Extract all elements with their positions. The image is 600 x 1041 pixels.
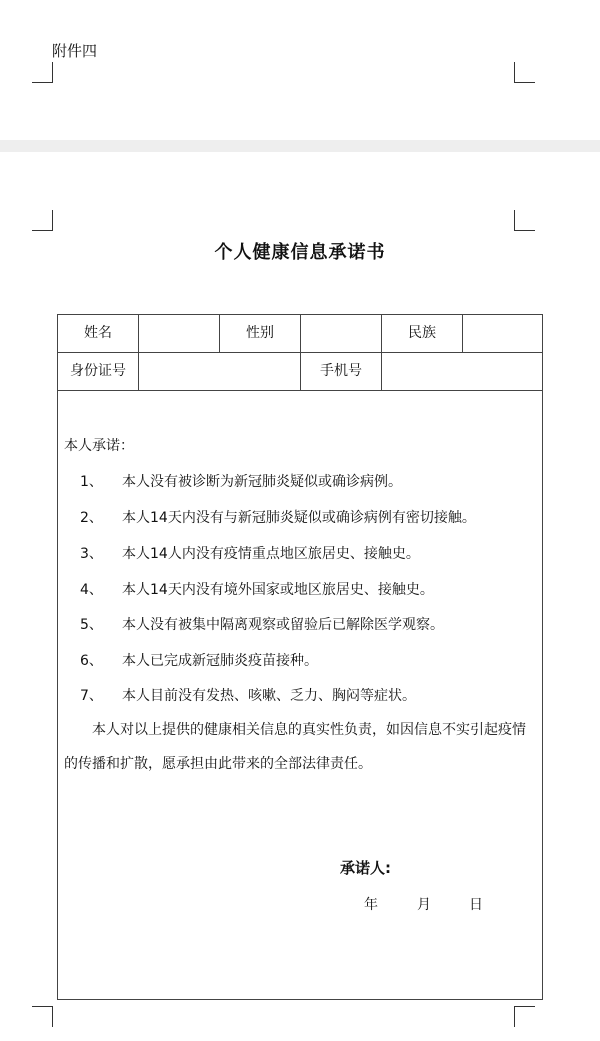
crop-mark-top-left xyxy=(32,62,53,83)
item-text: 本人14天内没有与新冠肺炎疑似或确诊病例有密切接触。 xyxy=(122,510,476,526)
item-number: 1、 xyxy=(80,474,103,490)
gender-label: 性别 xyxy=(220,315,301,352)
commitment-item xyxy=(80,543,420,563)
item-number: 5、 xyxy=(80,617,103,633)
id-number-field[interactable] xyxy=(139,353,301,390)
item-number: 7、 xyxy=(80,688,103,704)
date-month-label: 月 xyxy=(417,897,431,913)
page-1 xyxy=(0,0,600,140)
item-text: 本人14人内没有疫情重点地区旅居史、接触史。 xyxy=(122,546,420,562)
page-2 xyxy=(0,152,600,1041)
item-number: 4、 xyxy=(80,582,103,598)
item-text: 本人14天内没有境外国家或地区旅居史、接触史。 xyxy=(122,582,434,598)
item-text: 本人没有被集中隔离观察或留验后已解除医学观察。 xyxy=(122,617,444,633)
date-day-label: 日 xyxy=(469,897,483,913)
item-text: 本人目前没有发热、咳嗽、乏力、胸闷等症状。 xyxy=(122,688,416,704)
crop-mark-top-right xyxy=(514,210,535,231)
liability-statement: 本人对以上提供的健康相关信息的真实性负责，如因信息不实引起疫情的传播和扩散，愿承担由此带来的全部法律责任。 xyxy=(64,722,526,772)
commitment-item xyxy=(80,507,476,527)
ethnicity-field[interactable] xyxy=(463,315,542,352)
page-separator xyxy=(0,140,600,152)
form-row-basic-info xyxy=(58,315,542,353)
commitment-item xyxy=(80,614,444,634)
name-label: 姓名 xyxy=(58,315,139,352)
item-number: 3、 xyxy=(80,546,103,562)
date-year-label: 年 xyxy=(364,897,378,913)
crop-mark-bottom-right xyxy=(514,1006,535,1027)
attachment-label: 附件四 xyxy=(52,42,98,60)
crop-mark-top-right xyxy=(514,62,535,83)
health-commitment-form xyxy=(57,314,543,1000)
item-number: 6、 xyxy=(80,653,103,669)
gender-field[interactable] xyxy=(301,315,382,352)
phone-field[interactable] xyxy=(382,353,542,390)
crop-mark-bottom-left xyxy=(32,1006,53,1027)
commitment-item xyxy=(80,471,402,491)
crop-mark-top-left xyxy=(32,210,53,231)
signer-label: 承诺人: xyxy=(340,859,391,877)
commitment-body xyxy=(58,391,542,999)
ethnicity-label: 民族 xyxy=(382,315,463,352)
commitment-item xyxy=(80,650,318,670)
name-field[interactable] xyxy=(139,315,220,352)
form-row-contact-info xyxy=(58,353,542,391)
commitment-intro: 本人承诺： xyxy=(64,438,134,454)
phone-label: 手机号 xyxy=(301,353,382,390)
document-title: 个人健康信息承诺书 xyxy=(214,242,386,263)
commitment-item xyxy=(80,579,434,599)
commitment-item xyxy=(80,685,416,705)
item-text: 本人没有被诊断为新冠肺炎疑似或确诊病例。 xyxy=(122,474,402,490)
id-number-label: 身份证号 xyxy=(58,353,139,390)
item-text: 本人已完成新冠肺炎疫苗接种。 xyxy=(122,653,318,669)
item-number: 2、 xyxy=(80,510,103,526)
